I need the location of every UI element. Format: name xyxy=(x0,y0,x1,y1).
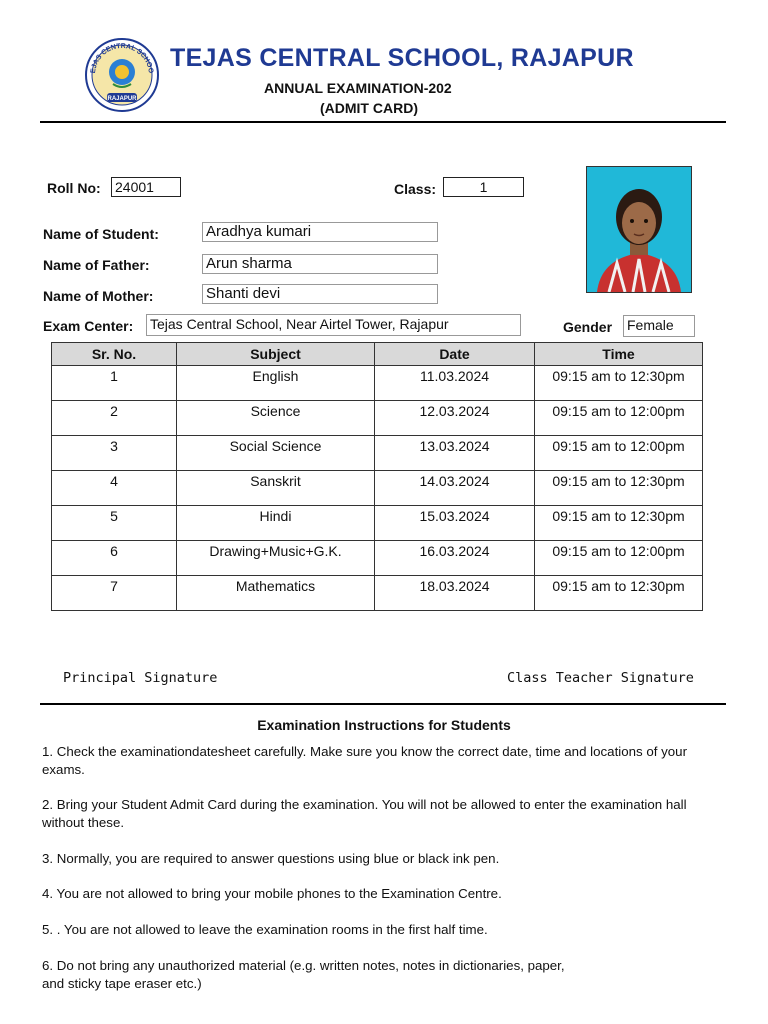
student-photo xyxy=(586,166,692,293)
class-label: Class: xyxy=(394,181,437,197)
student-name-field: Aradhya kumari xyxy=(202,222,438,242)
class-field: 1 xyxy=(443,177,524,197)
instruction-item: 5. . You are not allowed to leave the examination rooms in the first half time. xyxy=(42,922,488,937)
table-header-row xyxy=(52,343,703,366)
subject-cell: Mathematics xyxy=(177,576,375,611)
divider xyxy=(40,121,726,123)
sr-no-cell: 3 xyxy=(52,436,177,471)
exam-center-field: Tejas Central School, Near Airtel Tower, Rajapur xyxy=(146,314,521,336)
father-name-field: Arun sharma xyxy=(202,254,438,274)
table-row xyxy=(52,401,703,436)
time-cell: 09:15 am to 12:30pm xyxy=(535,366,703,401)
date-cell: 13.03.2024 xyxy=(375,436,535,471)
instructions-title: Examination Instructions for Students xyxy=(257,717,511,733)
exam-schedule-table xyxy=(51,342,703,611)
sr-no-cell: 7 xyxy=(52,576,177,611)
date-cell: 15.03.2024 xyxy=(375,506,535,541)
exam-center-label: Exam Center: xyxy=(43,318,134,334)
subject-cell: English xyxy=(177,366,375,401)
sr-no-cell: 6 xyxy=(52,541,177,576)
column-header: Sr. No. xyxy=(52,343,177,366)
time-cell: 09:15 am to 12:30pm xyxy=(535,576,703,611)
instruction-item: 1. Check the examinationdatesheet carefully. Make sure you know the correct date, time and locations of your exams. xyxy=(42,744,687,777)
column-header: Time xyxy=(535,343,703,366)
date-cell: 16.03.2024 xyxy=(375,541,535,576)
table-row xyxy=(52,436,703,471)
exam-name: ANNUAL EXAMINATION-202 xyxy=(264,80,452,96)
time-cell: 09:15 am to 12:30pm xyxy=(535,506,703,541)
table-row xyxy=(52,541,703,576)
date-cell: 14.03.2024 xyxy=(375,471,535,506)
subject-cell: Drawing+Music+G.K. xyxy=(177,541,375,576)
column-header: Subject xyxy=(177,343,375,366)
roll-no-label: Roll No: xyxy=(47,180,101,196)
card-type: (ADMIT CARD) xyxy=(320,100,418,116)
gender-label: Gender xyxy=(563,319,613,335)
subject-cell: Social Science xyxy=(177,436,375,471)
subject-cell: Sanskrit xyxy=(177,471,375,506)
date-cell: 11.03.2024 xyxy=(375,366,535,401)
date-cell: 12.03.2024 xyxy=(375,401,535,436)
subject-cell: Hindi xyxy=(177,506,375,541)
roll-no-field: 24001 xyxy=(111,177,181,197)
column-header: Date xyxy=(375,343,535,366)
gender-field: Female xyxy=(623,315,695,337)
logo-top-text: EJAS CENTRAL SCHOO xyxy=(89,42,155,74)
school-name: TEJAS CENTRAL SCHOOL, RAJAPUR xyxy=(170,44,634,72)
instruction-item: 2. Bring your Student Admit Card during the examination. You will not be allowed to enter the examination hall without these. xyxy=(42,797,687,830)
subject-cell: Science xyxy=(177,401,375,436)
time-cell: 09:15 am to 12:00pm xyxy=(535,436,703,471)
time-cell: 09:15 am to 12:30pm xyxy=(535,471,703,506)
sr-no-cell: 5 xyxy=(52,506,177,541)
table-row xyxy=(52,576,703,611)
sr-no-cell: 2 xyxy=(52,401,177,436)
sr-no-cell: 4 xyxy=(52,471,177,506)
logo-bottom-text: RAJAPUR xyxy=(107,96,137,102)
time-cell: 09:15 am to 12:00pm xyxy=(535,401,703,436)
principal-signature-label: Principal Signature xyxy=(63,670,218,686)
school-logo xyxy=(83,38,161,112)
mother-name-field: Shanti devi xyxy=(202,284,438,304)
father-name-label: Name of Father: xyxy=(43,257,150,273)
table-row xyxy=(52,506,703,541)
mother-name-label: Name of Mother: xyxy=(43,288,154,304)
sr-no-cell: 1 xyxy=(52,366,177,401)
student-name-label: Name of Student: xyxy=(43,226,159,242)
class-teacher-signature-label: Class Teacher Signature xyxy=(507,670,694,686)
instruction-item: 6. Do not bring any unauthorized material (e.g. written notes, notes in dictionaries, paper, and sticky tape eraser etc.) xyxy=(42,958,565,991)
instruction-item: 3. Normally, you are required to answer questions using blue or black ink pen. xyxy=(42,851,500,866)
table-row xyxy=(52,471,703,506)
time-cell: 09:15 am to 12:00pm xyxy=(535,541,703,576)
instruction-item: 4. You are not allowed to bring your mobile phones to the Examination Centre. xyxy=(42,886,502,901)
divider xyxy=(40,703,726,705)
table-row xyxy=(52,366,703,401)
date-cell: 18.03.2024 xyxy=(375,576,535,611)
